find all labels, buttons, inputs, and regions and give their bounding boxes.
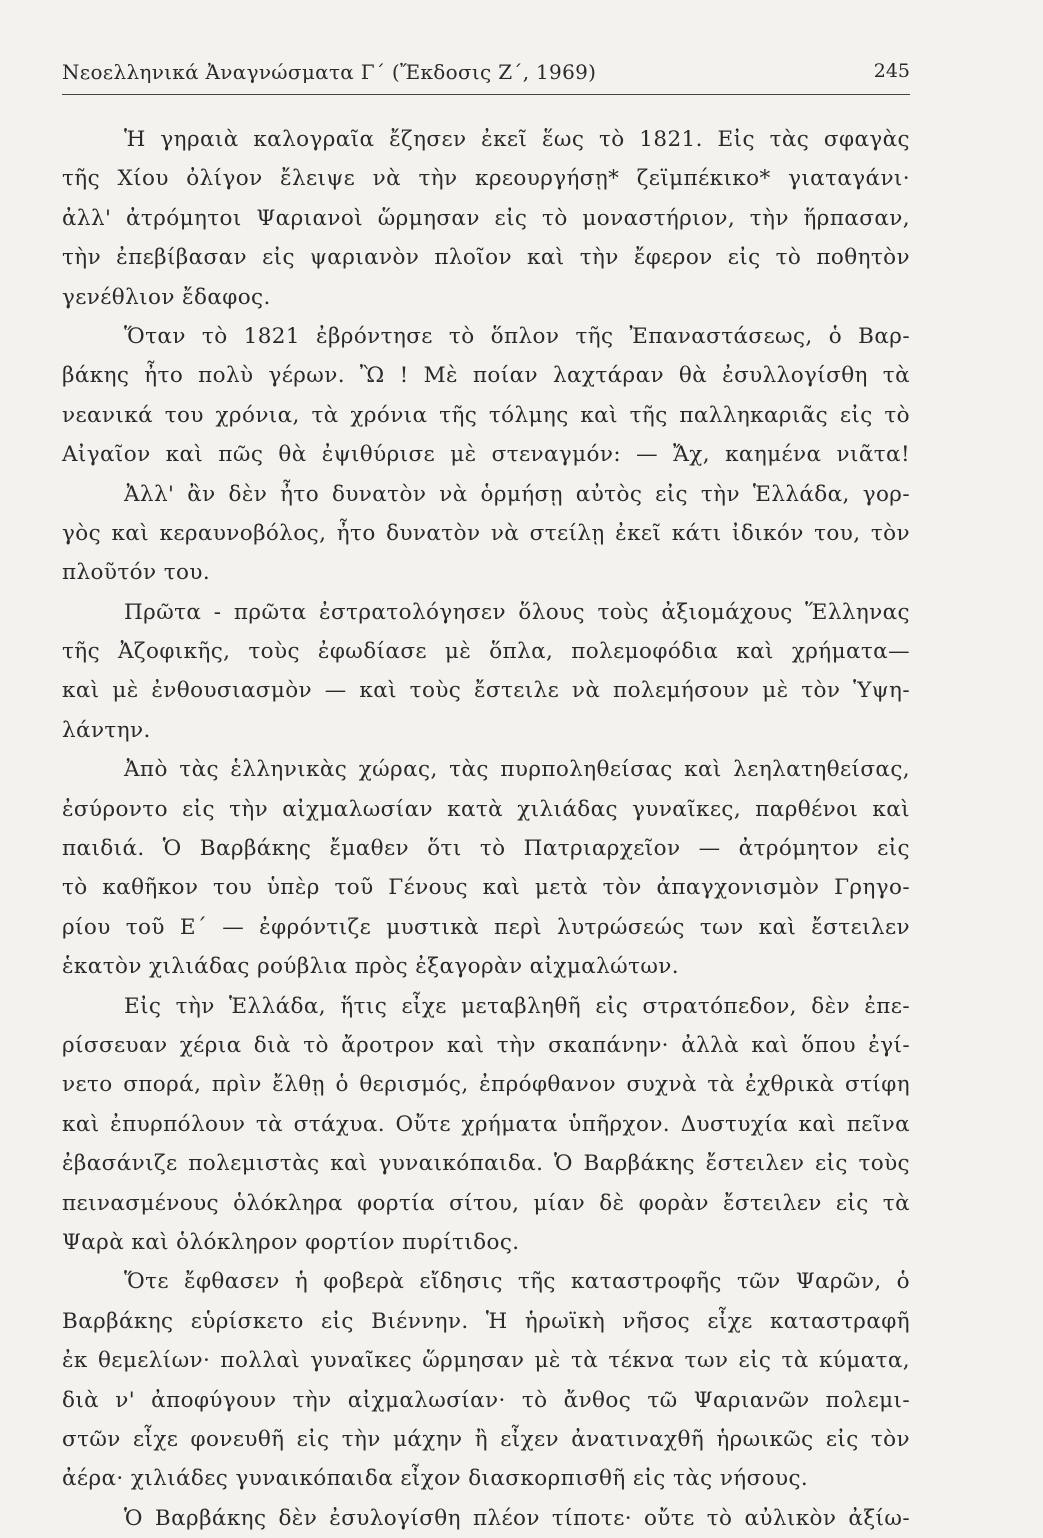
text-line: πλοῦτόν του. bbox=[62, 560, 211, 586]
text-line: τὴν ἐπεβίβασαν εἰς ψαριανὸν πλοῖον καὶ τὴν ἔφερον εἰς τὸ ποθητὸν bbox=[62, 245, 910, 271]
text-line: Πρῶτα - πρῶτα ἐστρατολόγησεν ὅλους τοὺς ἀξιομάχους Ἕλληνας bbox=[124, 599, 910, 625]
text-line: Ὅταν τὸ 1821 ἐβρόντησε τὸ ὅπλον τῆς Ἐπαναστάσεως, ὁ Βαρ- bbox=[124, 323, 910, 349]
text-line: ἀέρα· χιλιάδες γυναικόπαιδα εἶχον διασκορπισθῆ εἰς τὰς νήσους. bbox=[62, 1466, 809, 1492]
text-line: τῆς Χίου ὀλίγον ἔλειψε νὰ τὴν κρεουργήσῃ* ζεϊμπέκικο* γιαταγάνι· bbox=[62, 166, 910, 192]
text-line: ρίσσευαν χέρια διὰ τὸ ἄροτρον καὶ τὴν σκαπάνην· ἀλλὰ καὶ ὅπου ἐγί- bbox=[62, 1032, 910, 1058]
text-line: Ἀλλ' ἂν δὲν ἦτο δυνατὸν νὰ ὁρμήσῃ αὐτὸς εἰς τὴν Ἑλλάδα, γορ- bbox=[124, 481, 910, 507]
text-line: λάντην. bbox=[62, 717, 151, 743]
text-line: Ψαρὰ καὶ ὁλόκληρον φορτίον πυρίτιδος. bbox=[62, 1229, 520, 1255]
text-line: γὸς καὶ κεραυνοβόλος, ἦτο δυνατὸν νὰ στείλῃ ἐκεῖ κάτι ἰδικόν του, τὸν bbox=[62, 520, 910, 546]
text-line: ἐβασάνιζε πολεμιστὰς καὶ γυναικόπαιδα. Ὁ Βαρβάκης ἔστειλεν εἰς τοὺς bbox=[62, 1151, 910, 1177]
text-line: νεανικά του χρόνια, τὰ χρόνια τῆς τόλμης καὶ τῆς παλληκαριᾶς εἰς τὸ bbox=[62, 402, 910, 428]
text-line: καὶ ἐπυρπόλουν τὰ στάχυα. Οὔτε χρήματα ὑπῆρχον. Δυστυχία καὶ πεῖνα bbox=[62, 1111, 910, 1137]
text-line: Αἰγαῖον καὶ πῶς θὰ ἐψιθύρισε μὲ στεναγμόν: — Ἄχ, καημένα νιᾶτα! bbox=[62, 442, 910, 468]
text-line: ρίου τοῦ Ε΄ — ἐφρόντιζε μυστικὰ περὶ λυτρώσεώς των καὶ ἔστειλεν bbox=[62, 914, 910, 940]
text-line: Ἀπὸ τὰς ἑλληνικὰς χώρας, τὰς πυρποληθείσας καὶ λεηλατηθείσας, bbox=[124, 757, 910, 783]
header-title: Νεοελληνικά Ἀναγνώσματα Γ΄ (Ἔκδοσις Ζ΄, 1969) bbox=[62, 60, 597, 84]
text-line: ἑκατὸν χιλιάδας ρούβλια πρὸς ἐξαγορὰν αἰχμαλώτων. bbox=[62, 954, 680, 980]
page-number: 245 bbox=[873, 60, 910, 82]
text-line: τῆς Ἀζοφικῆς, τοὺς ἐφωδίασε μὲ ὅπλα, πολεμοφόδια καὶ χρήματα— bbox=[62, 639, 910, 665]
text-line: Ὁ Βαρβάκης δὲν ἐσυλογίσθη πλέον τίποτε· οὔτε τὸ αὐλικὸν ἀξίω- bbox=[124, 1505, 910, 1531]
text-line: Ἡ γηραιὰ καλογραῖα ἔζησεν ἐκεῖ ἕως τὸ 1821. Εἰς τὰς σφαγὰς bbox=[124, 127, 910, 152]
text-line: ἐκ θεμελίων· πολλαὶ γυναῖκες ὥρμησαν μὲ τὰ τέκνα των εἰς τὰ κύματα, bbox=[62, 1348, 910, 1374]
text-line: ἐσύροντο εἰς τὴν αἰχμαλωσίαν κατὰ χιλιάδας γυναῖκες, παρθένοι καὶ bbox=[62, 796, 910, 822]
text-line: βάκης ἦτο πολὺ γέρων. Ὢ ! Μὲ ποίαν λαχτάραν θὰ ἐσυλλογίσθη τὰ bbox=[62, 363, 910, 389]
text-line: Εἰς τὴν Ἑλλάδα, ἥτις εἶχε μεταβληθῆ εἰς στρατόπεδον, δὲν ἐπε- bbox=[124, 993, 910, 1019]
text-line: Ὅτε ἔφθασεν ἡ φοβερὰ εἴδησις τῆς καταστροφῆς τῶν Ψαρῶν, ὁ bbox=[124, 1269, 910, 1295]
text-line: τὸ καθῆκον του ὑπὲρ τοῦ Γένους καὶ μετὰ τὸν ἀπαγχονισμὸν Γρηγο- bbox=[62, 875, 910, 901]
running-header bbox=[62, 58, 910, 95]
text-line: Βαρβάκης εὑρίσκετο εἰς Βιέννην. Ἡ ἡρωϊκὴ νῆσος εἶχε καταστραφῆ bbox=[62, 1308, 910, 1334]
text-line: παιδιά. Ὁ Βαρβάκης ἔμαθεν ὅτι τὸ Πατριαρχεῖον — ἀτρόμητον εἰς bbox=[62, 836, 910, 862]
text-line: στῶν εἶχε φονευθῆ εἰς τὴν μάχην ἢ εἶχεν ἀνατιναχθῆ ἡρωικῶς εἰς τὸν bbox=[62, 1426, 910, 1452]
text-line: ἀλλ' ἀτρόμητοι Ψαριανοὶ ὥρμησαν εἰς τὸ μοναστήριον, τὴν ἥρπασαν, bbox=[62, 205, 910, 231]
text-line: γενέθλιον ἔδαφος. bbox=[62, 284, 271, 310]
text-line: πεινασμένους ὁλόκληρα φορτία σίτου, μίαν δὲ φορὰν ἔστειλεν εἰς τὰ bbox=[62, 1190, 910, 1216]
text-line: νετο σπορά, πρὶν ἔλθῃ ὁ θερισμός, ἐπρόφθανον συχνὰ τὰ ἐχθρικὰ στίφη bbox=[62, 1072, 910, 1098]
text-line: καὶ μὲ ἐνθουσιασμὸν — καὶ τοὺς ἔστειλε νὰ πολεμήσουν μὲ τὸν Ὑψη- bbox=[62, 678, 910, 704]
body-text bbox=[62, 120, 910, 1538]
text-line: διὰ ν' ἀποφύγουν τὴν αἰχμαλωσίαν· τὸ ἄνθος τῶ Ψαριανῶν πολεμι- bbox=[62, 1387, 910, 1413]
